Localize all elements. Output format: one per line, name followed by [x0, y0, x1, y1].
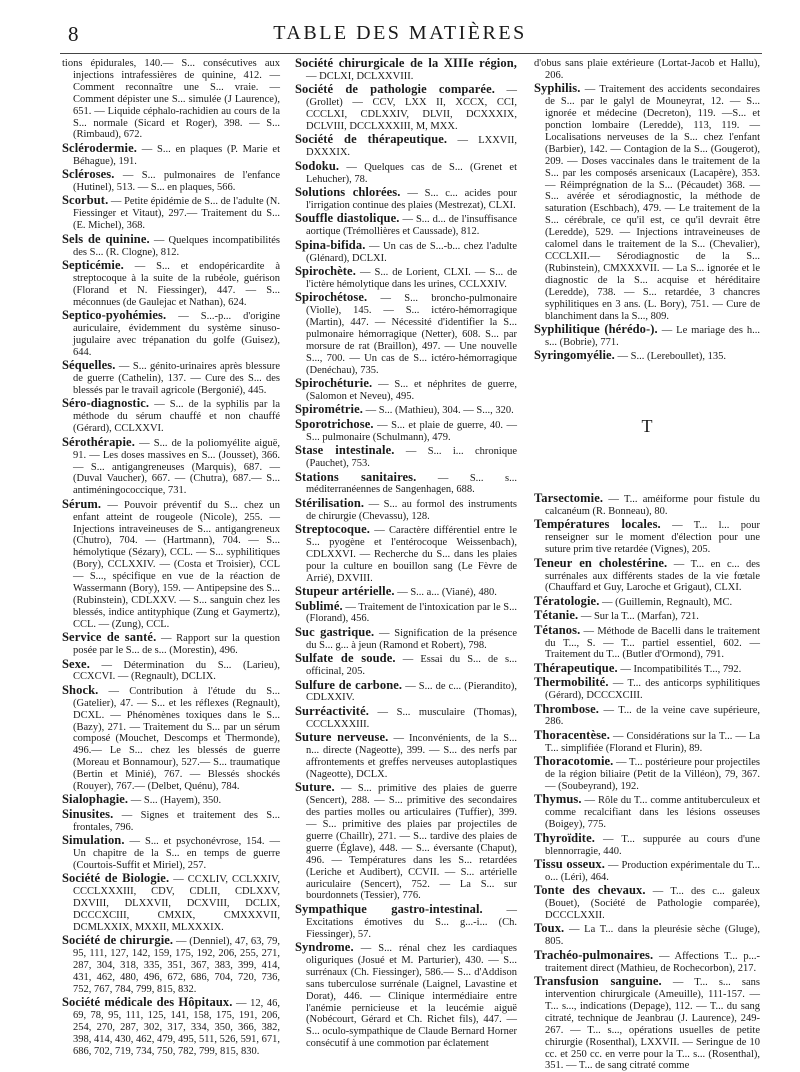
index-headword: Syphilitique (hérédo-). [534, 321, 658, 336]
index-entry [295, 84, 517, 133]
index-entry-text: — Contribution à l'étude du S... (Gatelier), 47. — S... et les réflexes (Regnault), DCXL. — Phénomènes toxiques dans le S... (Bazy), 271. — Traitement du S... par un sérum composé (Mouchet, Descomps et Thermonde), 496.— Le S... chez les blessés de guerre (Moreau et Bonnamour), 527.— S... traumatique (Bertin et Minié), 767. — Blessés shockés (Rouyer), 767.— (Delbet, Quénu), 784. [73, 685, 280, 793]
index-headword: Souffle diastolique. [295, 211, 400, 226]
index-entry-text: — Considérations sur la T... — La T... simplifiée (Florand et Flurin), 89. [545, 730, 760, 754]
index-headword: Septicémie. [62, 258, 124, 272]
index-entry-text: — S... de la poliomyélite aiguë, 91. — Les doses massives en S... (Jousset), 366. — S... antigangreneuses (Marquis), 687. — (Duval Vaucher), 667. — (Chutra), 687.— S... antiméningococcique, 731. [73, 437, 280, 497]
index-headword: Shock. [62, 682, 99, 697]
index-entry-text: — S... au formol des instruments de chirurgie (Chevassu), 128. [306, 498, 517, 522]
index-entry-text: — S... c... acides pour l'irrigation continue des plaies (Mestrezat), CLXI. [306, 188, 517, 211]
index-entry [534, 555, 761, 595]
index-entry [534, 321, 760, 349]
index-headword: Sulfate de soude. [295, 651, 396, 666]
index-entry [62, 806, 280, 834]
index-entry [534, 830, 760, 858]
index-headword: Thérapeutique. [534, 660, 618, 675]
index-headword: Thoracotomie. [534, 754, 614, 769]
index-entry-text: — DCLXI, DCLXXVIII. [306, 70, 414, 82]
index-headword: Thrombose. [534, 701, 600, 716]
index-headword: Tarsectomie. [534, 491, 604, 506]
index-entry-text: — 12, 46, 69, 78, 95, 111, 125, 141, 158, 175, 191, 206, 254, 270, 287, 302, 317, 334, 350, 366, 382, 398, 414, 430, 462, 479, 495, 511, 526, 591, 671, 686, 702, 719, 734, 750, 782, 799, 815, 830. [73, 998, 280, 1058]
index-headword: Streptocoque. [295, 522, 371, 537]
index-headword: Stase intestinale. [295, 443, 395, 458]
index-headword: Tératologie. [534, 593, 600, 608]
index-entry [62, 632, 280, 657]
index-entry-text: — S... (Lereboullet), 135. [614, 351, 727, 363]
index-entry-text: — Signes et traitement des S... frontales, 796. [73, 809, 280, 833]
index-entry-text: — Détermination du S... (Larieu), CCXCVI. — (Regnault), DCLIX. [73, 659, 280, 683]
index-entry-text: — LXXVII, DXXXIX. [306, 135, 518, 159]
index-entry [534, 727, 760, 755]
index-headword: Tonte des chevaux. [534, 883, 646, 898]
index-entry-text: — Quelques cas de S... (Grenet et Lehucher), 78. [306, 161, 517, 185]
index-headword: Syringomyélie. [534, 348, 615, 363]
index-entry [295, 586, 517, 599]
index-entry-text: — T... améiforme pour fistule du calcanéum (R. Bonneau), 80. [545, 494, 760, 517]
index-entry-text: tions épidurales, 140.— S... consécutives aux injections intrafessières de quinine, 412. — Comment reconnaître une S... vraie. — Comment dépister une S... simulée (J Laurence), 651. — Liquide céphalo-rachidien au cours de la S... normale (Sicard et Roger), 398. — S... (Rimbaud), 672. [62, 58, 280, 141]
index-entry [295, 732, 517, 781]
index-entry [295, 213, 517, 238]
index-entry [534, 976, 760, 1072]
index-headword: Stupeur artérielle. [295, 584, 395, 599]
index-entry-text: — (Denniel), 47, 63, 79, 95, 111, 127, 142, 159, 175, 192, 206, 255, 271, 287, 304, 318, 335, 351, 367, 383, 399, 414, 431, 462, 480, 496, 672, 686, 704, 720, 736, 752, 767, 784, 799, 815, 832. [73, 936, 281, 996]
index-entry-text: — Signification de la présence du S... g... à jeun (Ramond et Robert), 798. [306, 627, 517, 651]
index-entry-text: — S... d... de l'insuffisance aortique (Trémollières et Caussade), 812. [306, 214, 517, 238]
index-entry-text: — S... (Hayem), 350. [128, 795, 222, 807]
index-entry [534, 947, 760, 975]
index-entry-text: — T... de la veine cave supérieure, 286. [545, 704, 760, 728]
index-entry-text: — Caractère différentiel entre le S... pyogène et l'entérocoque Weissenbach), CDLXXVI. — Recherche du S... dans les plaies pour la culture en bouillon sang (Le Fèvre de Arrié), DXVIII. [306, 525, 517, 584]
index-entry [62, 398, 280, 435]
index-entry [295, 445, 517, 470]
index-entry [295, 292, 517, 376]
index-entry [534, 923, 760, 948]
index-entry-text: — S... de c... (Pierandito), CDLXXIV. [306, 680, 518, 704]
index-entry [295, 495, 517, 523]
index-entry [534, 677, 760, 702]
index-headword: Températures locales. [534, 517, 661, 532]
index-headword: Séro-diagnostic. [62, 396, 150, 411]
index-entry-text: — T... postérieure pour projectiles de la région biliaire (Petit de la Villéon), 79, 367. — (Soubeyrand), 192. [545, 757, 760, 792]
index-entry-text: — Incompatibilités T..., 792. [617, 663, 742, 675]
index-entry-text: — Le mariage des h... s... (Bobrie), 771. [545, 324, 760, 348]
index-headword: Spirochéturie. [295, 376, 373, 391]
index-entry-text: — Méthode de Bacelli dans le traitement du T..., S. — T... partiel essentiel, 602. — Traitement du T... (Butler d'Ormond), 791. [545, 625, 760, 661]
index-entry [295, 942, 517, 1050]
index-entry [295, 266, 517, 291]
index-entry-text: — S... pulmonaires de l'enfance (Hutinel), 513. — S... en plaques, 566. [73, 170, 280, 194]
index-entry-text: — S... s... méditerranéennes de Sangenhagen, 688. [306, 472, 517, 496]
index-entry [295, 901, 517, 941]
index-headword: Sialophagie. [62, 792, 129, 807]
index-entry-text: — Excitations émotives du S... g...-i... (Ch. Fiessinger), 57. [306, 904, 517, 940]
index-entry-text: — S...-p... d'origine auriculaire, évidemment du système sinuso-jugulaire avec trépanation du golfe (Guisez), 644. [73, 311, 280, 358]
index-entry [62, 656, 280, 684]
index-entry [534, 856, 760, 884]
index-headword: Service de santé. [62, 630, 157, 645]
index-headword: Société de Biologie. [62, 871, 170, 886]
index-entry-text: — T... l... pour renseigner sur le moment d'élection pour une suture prim tive retardée (Vignes), 205. [545, 520, 761, 556]
column-3-s-entries [534, 58, 760, 363]
index-entry [62, 997, 280, 1058]
index-entry [534, 83, 760, 322]
index-headword: Société de pathologie comparée. [295, 82, 495, 97]
index-headword: Trachéo-pulmonaires. [534, 947, 654, 962]
index-entry [534, 622, 760, 662]
index-entry [295, 378, 517, 403]
index-entry [534, 350, 760, 363]
index-entry [62, 310, 280, 359]
index-entry-text: — T... des anticorps syphilitiques (Gérard), DCCCXCIII. [545, 678, 760, 702]
index-entry-text: — (Guillemin, Regnault), MC. [599, 596, 733, 608]
index-headword: Tissu osseux. [534, 856, 605, 871]
index-headword: Société médicale des Hôpitaux. [62, 995, 233, 1010]
index-entry-text: — T... s... sans intervention chirurgicale (Ameuille), 111-157. — T... s..., indications (Depage), 112. — T... du sang citraté, technique de Jeanbrau (J. Laurence), 249-267. — T... s..., opérations usuelles de petite chirurgie (Rosenthal), LXXVII. — Seringue de 10 cc. et 250 cc. en verre pour la T... s... (Rosenthal), 351. — T... de sang citraté comme [545, 977, 760, 1072]
index-entry [295, 158, 517, 186]
index-entry-text: — CCXLIV, CCLXXIV, CCCLXXXIII, CDV, CDLII, CDLXXV, DXVIII, DLXXVII, DCXVIII, DCLIX, DCCCXCIII, CMXIX, CMXXXVII, DCMLXXIX, MXXII, MLXXXIX. [73, 874, 280, 934]
index-entry-text: — Quelques incompatibilités des S... (R. Clogne), 812. [73, 234, 281, 258]
index-entry [62, 496, 280, 631]
index-headword: Thermobilité. [534, 675, 609, 690]
index-entry [62, 169, 280, 194]
index-headword: Spina-bifida. [295, 237, 366, 252]
index-headword: Sympathique gastro-intestinal. [295, 901, 483, 916]
index-headword: Scorbut. [62, 193, 109, 208]
index-headword: Simulation. [62, 833, 125, 848]
index-entry [295, 598, 517, 626]
index-headword: Suture. [295, 780, 335, 795]
index-entry-text: — S... musculaire (Thomas), CCCLXXXIII. [306, 706, 517, 730]
index-headword: Scléroses. [62, 167, 115, 182]
index-entry [295, 677, 518, 705]
index-headword: Stérilisation. [295, 495, 365, 510]
index-entry [295, 624, 517, 652]
index-entry-text: — S... i... chronique (Pauchet), 753. [306, 446, 517, 470]
index-column-1 [62, 58, 281, 1058]
index-entry [295, 404, 517, 417]
index-entry [534, 885, 760, 922]
index-entry [534, 593, 760, 609]
index-entry [62, 58, 280, 141]
index-entry [62, 873, 280, 934]
index-headword: Suc gastrique. [295, 624, 375, 639]
index-entry-text: — Un cas de S...-b... chez l'adulte (Glénard), DCLXI. [306, 240, 517, 264]
index-entry-text: — Affections T... p...-traitement direct (Mathieu, de Rochecorbon), 217. [545, 950, 760, 974]
index-entry-text: — (Grollet) — CCV, LXX II, XCCX, CCI, CCCLXI, CDLXXIV, DLVII, DCXXXIX, DCLVIII, DCCLXXXIII, M, MXX. [306, 85, 517, 133]
index-headword: Sels de quinine. [62, 231, 150, 246]
index-headword: Thyroïdite. [534, 830, 595, 845]
index-entry-text: — S... rénal chez les cardiaques oliguriques (Josué et M. Parturier), 430. — S... surrénaux (Ch. Fiessinger), 586.— S... d'Addison sans tuberculose surrénale (Laignel, Lavastine et Dorat), 446. — Clinique intermédiaire entre l'anémie pernicieuse et la leucémie aiguë (Nobécourt, Gérard et Ch. Richet fils), 447. — S... oculo-sympathique de Claude Bernard Horner consécutif à une commotion par éclatement [306, 943, 517, 1050]
page-title: TABLE DES MATIÈRES [273, 22, 527, 44]
index-entry-text: — Inconvénients, de la S... n... directe (Nageotte), 399. — S... des nerfs par affrontements et greffes nerveuses autoplastiques (Nageotte), DCLX. [306, 733, 517, 780]
index-headword: Sulfure de carbone. [295, 677, 403, 692]
column-3-t-entries [534, 493, 760, 1072]
index-entry [295, 524, 517, 585]
index-entry-text: — Rapport sur la question posée par le S... de s... (Morestin), 496. [73, 633, 280, 657]
index-headword: Suture nerveuse. [295, 730, 389, 745]
index-headword: Septico-pyohémies. [62, 308, 167, 323]
index-entry [62, 434, 280, 498]
index-entry [62, 935, 280, 996]
index-entry-text: — S... broncho-pulmonaire (Violle), 145. — S... ictéro-hémorragique (Martin), 447. — Nécessité d'identifier la S... pulmonaire hémorragique (Netter), 608. S... par morsure de rat (Braillon), 497. — Une nouvelle S..., 700. — Un cas de S... ictéro-hémorragique (Denéchau), 735. [306, 293, 517, 376]
index-entry-text: — S... (Mathieu), 304. — S..., 320. [362, 405, 514, 417]
index-entry [534, 701, 760, 729]
index-entry-text: — S... primitive des plaies de guerre (Sencert), 288. — S... primitive des secondaires des parties molles ou articulaires (Tuffier), 399. — S... primitive des plaies par projectiles de guerre (Chaillr), 271. — S... tardive des plaies de guerre (Églave), 448. — S... éversante (Chaput), 496. — Températures dans les S... retardées (Leriche et Audibert), CCVII. — S... artérielle auriculaire (Sencert), 752. — La S... sur bourdonnets (Tessier), 776. [306, 783, 517, 902]
index-column-2 [295, 56, 518, 1050]
index-headword: Sérum. [62, 496, 102, 511]
index-entry [295, 782, 517, 902]
index-entry-text: — Rôle du T... comme antituberculeux et comme recalcifiant dans les lésions osseuses (Boigey), 775. [545, 795, 760, 831]
index-entry-text: — S... a... (Viané), 480. [394, 587, 497, 599]
index-entry [295, 237, 517, 265]
section-letter-t: T [641, 416, 653, 437]
index-entry [534, 58, 760, 82]
index-entry-text: — Pouvoir préventif du S... chez un enfant atteint de rougeole (Nicole), 255. — Injections intraveineuses de S... antigangreneux (Chutro), 704. — (Hartmann), 704. — S... hémolytique (Sézary), CCL. — S... syphilitiques (Bory), CCLXXIV. — (Costa et Troisier), CCL — S..., spécifique en vue de la réaction de Wassermann (Bory), 159. — Antipepsine des S... (Rubinstein), CDLXXV. — S... sanguin chez les blessés, indice antityphique (Zung et Gaymertz), CCL. — (Zung), CCL. [73, 499, 280, 630]
index-entry-text: — Traitement de l'intoxication par le S... (Florand), 456. [306, 601, 517, 625]
index-entry-text: — T... en c... des surrénales aux différents stades de la vie fœtale (Chauffard et Guy, Laroche et Grigaut), CLXI. [545, 558, 761, 594]
index-headword: Société de chirurgie. [62, 933, 174, 948]
index-entry-text: — S... de la syphilis par la méthode du sérum chauffé et non chauffé (Gérard), CCLXXVI. [73, 399, 280, 435]
index-headword: Spirométrie. [295, 402, 363, 417]
index-entry [62, 231, 281, 259]
index-entry [295, 703, 517, 731]
index-entry [534, 794, 760, 831]
index-entry-text: — S... génito-urinaires après blessure de guerre (Cathelin), 137. — Cure des S... des blessés par le travail agricole (Bergonié), 445. [73, 361, 280, 397]
index-headword: Sexe. [62, 656, 90, 671]
index-entry [62, 260, 280, 309]
index-entry [534, 660, 760, 676]
index-entry-text: — S... et néphrites de guerre, (Salomon et Neveu), 495. [306, 379, 517, 403]
index-entry [62, 195, 280, 232]
index-headword: Sérothérapie. [62, 434, 135, 449]
index-entry [295, 416, 517, 444]
index-entry-text: — S... et plaie de guerre, 40. — S... pulmonaire (Schulmann), 479. [306, 419, 517, 443]
index-headword: Teneur en cholestérine. [534, 555, 668, 570]
index-headword: Spirochète. [295, 264, 356, 278]
index-headword: Spirochétose. [295, 290, 368, 305]
index-headword: Tétanie. [534, 608, 579, 623]
index-headword: Toux. [534, 921, 565, 936]
index-entry-text: — S... et psychonévrose, 154. — Un chapitre de la S... en temps de guerre (Courtois-Suffit et Miriel), 257. [73, 836, 280, 871]
index-headword: Solutions chlorées. [295, 185, 401, 200]
index-headword: Sclérodermie. [62, 140, 137, 155]
index-entry-text: — S... en plaques (P. Marie et Béhague), 191. [73, 143, 280, 167]
index-entry-text: — S... et endopéricardite à streptocoque à la suite de la rubéole, guérison (Florand et N. Fiessinger), 447. — S... méconnues (de Gaulejac et Nathan), 624. [73, 261, 280, 308]
page-number: 8 [68, 22, 79, 46]
index-entry-text: — Sur la T... (Marfan), 721. [578, 611, 699, 623]
index-entry [534, 519, 760, 556]
index-entry [62, 794, 280, 807]
index-entry [534, 493, 760, 518]
index-headword: Transfusion sanguine. [534, 974, 662, 989]
index-entry-text: — Production expérimentale du T... o... (Léri), 464. [545, 859, 760, 883]
index-headword: Tétanos. [534, 622, 581, 637]
index-column-3 [534, 58, 761, 1072]
index-entry-text: — S... de Lorient, CLXI. — S... de l'ictère hémolytique dans les urines, CCLXXIV. [306, 267, 517, 290]
index-entry [534, 610, 760, 623]
index-headword: Thoracentèse. [534, 727, 610, 742]
index-entry-text: — T... suppurée au cours d'une blennorragie, 440. [545, 833, 760, 857]
index-headword: Surréactivité. [295, 703, 369, 718]
index-headword: Sodoku. [295, 158, 340, 173]
index-entry [295, 469, 517, 497]
index-headword: Société chirurgicale de la XIIIe région, [295, 56, 517, 70]
index-entry-text: — La T... dans la pleurésie sèche (Gluge), 805. [545, 924, 760, 948]
index-entry-text: — Petite épidémie de S... de l'adulte (N. Fiessinger et Vitaut), 297.— Traitement du S... (E. Michel), 368. [73, 196, 280, 232]
index-headword: Sublimé. [295, 598, 343, 613]
index-headword: Syndrome. [295, 940, 354, 955]
index-entry-text: — Essai du S... de s... officinal, 205. [306, 654, 517, 678]
index-headword: Stations sanitaires. [295, 469, 417, 484]
index-headword: Société de thérapeutique. [295, 132, 448, 147]
index-entry [62, 360, 280, 397]
index-entry [295, 653, 517, 678]
index-entry-text: — Traitement des accidents secondaires de S... par le galyl de Mouneyrat, 12. — S... ignorée et médecine (Decreton), 119. —S... et ponction lombaire (Leredde), 113, 119. — Localisations nerveuses de la S... chez l'enfant (Barbier), 142. — Contagion de la S... (Gougerot), 209. — Doses vaccinales dans le traitement de la S... par les composés arsenicaux (Lacapère), 353. — Réimprégnation de la S... (Pécaudet) 368. — S... avérée et sérodiagnostic, la méthode de saturation (Eschbach), 479. — Le traitement de la S... cérébrale, ce qu'il est, ce qu'il devrait être (Leredde), 529. — Injections intraveineuses de calomel dans le traitement de la S... (Chevalier), CCCLXII.— Sérodiagnostic de la S... (Rubinstein), CMXXXVII. — La S... ignorée et le diagnostic de la S... acquise et héréditaire (Leredde), 738. — S... retardée, 3 chancres syphilitiques en 3 ans. (L. Bory), 751. — Cure de blanchiment dans la S..., 809. [545, 84, 760, 322]
index-headword: Thymus. [534, 792, 582, 807]
index-entry [295, 58, 517, 83]
index-entry-text: — T... des c... galeux (Bouet), (Société de Pathologie comparée), DCCCLXXII. [545, 886, 760, 922]
index-headword: Séquelles. [62, 358, 116, 373]
index-entry [62, 682, 280, 793]
index-headword: Sporotrichose. [295, 416, 374, 431]
index-headword: Syphilis. [534, 81, 581, 96]
index-entry [295, 134, 517, 159]
index-entry-text: d'obus sans plaie extérieure (Lortat-Jacob et Hallu), 206. [534, 58, 760, 81]
header-rule [60, 53, 762, 54]
index-entry [62, 140, 280, 168]
index-headword: Sinusites. [62, 806, 114, 821]
index-entry [295, 187, 517, 212]
index-entry [62, 835, 280, 872]
index-entry [534, 756, 760, 793]
